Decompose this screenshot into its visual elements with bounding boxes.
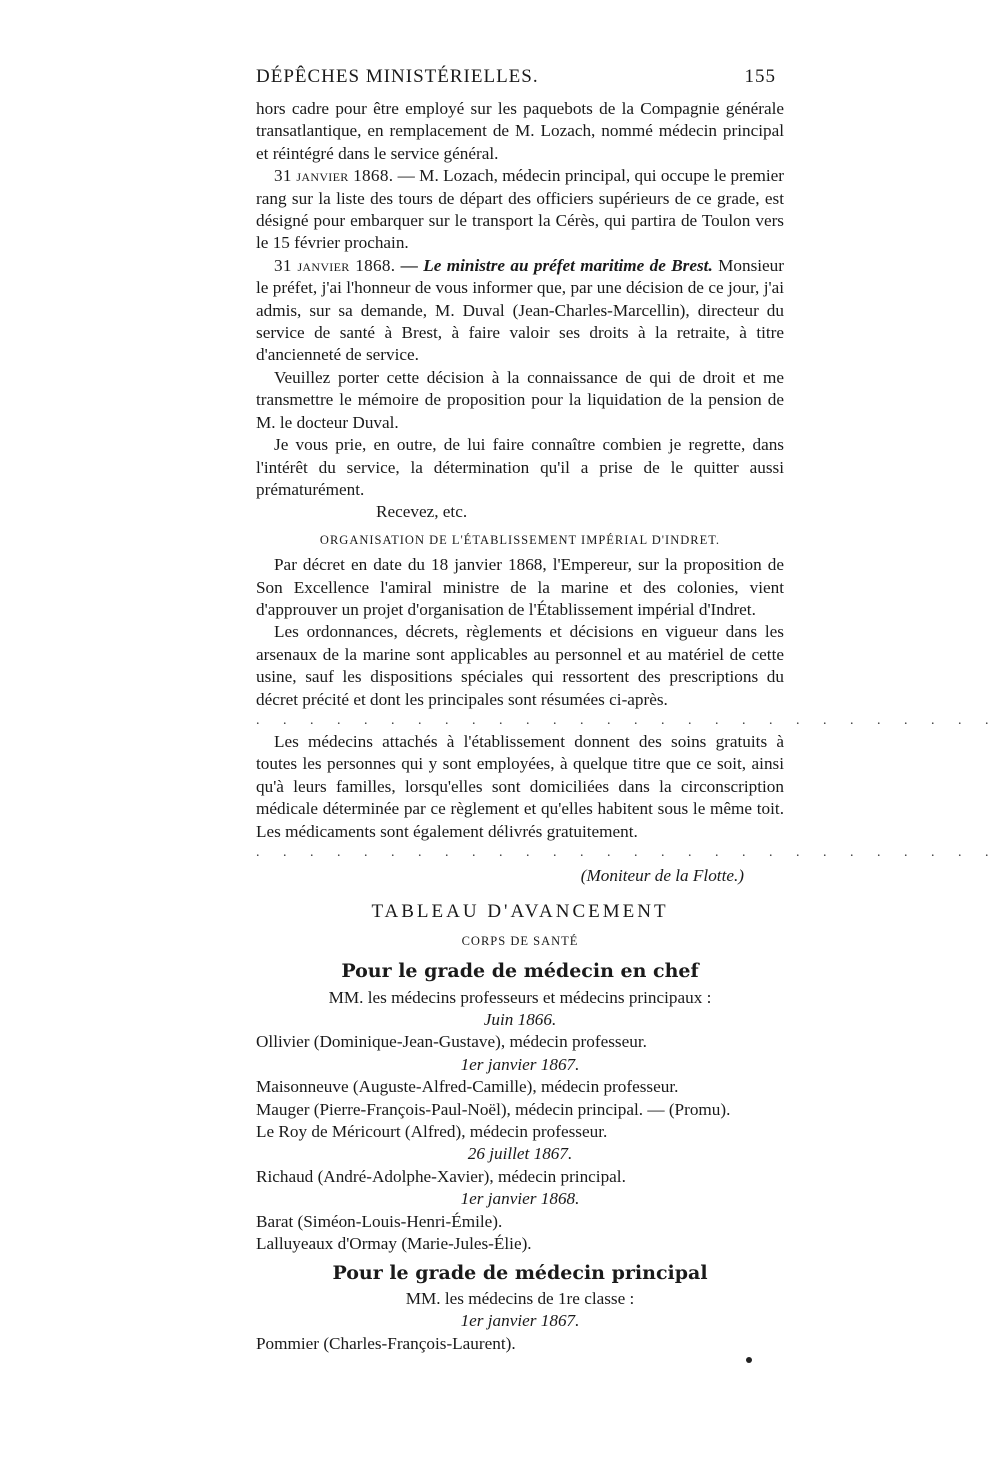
paragraph-regret: Je vous prie, en outre, de lui faire connaître combien je regrette, dans l'intérêt du service, la détermination qu'il a prise de le quitter aussi prématurément. — [256, 435, 784, 499]
list-item: Richaud (André-Adolphe-Xavier), médecin principal. — [256, 1166, 626, 1186]
paragraph-memoire: Veuillez porter cette décision à la connaissance de qui de droit et me transmettre le mémoire de proposition pour la liquidation de la pension de M. le docteur Duval. — [256, 367, 784, 432]
list-date: 1er janvier 1868. — [460, 1189, 580, 1209]
list-date: 26 juillet 1867. — [467, 1144, 573, 1164]
list-date: Juin 1866. — [483, 1010, 557, 1030]
list-intro: MM. les médecins professeurs et médecins principaux : — [328, 987, 712, 1007]
list-item: Lalluyeaux d'Ormay (Marie-Jules-Élie). — [256, 1234, 532, 1254]
list-item: Barat (Siméon-Louis-Henri-Émile). — [256, 1211, 503, 1231]
ellipsis-dots: . . . . . . . . . . . . . . . . . . . . . . . . . . . . — [256, 845, 999, 860]
paragraph-lozach — [256, 165, 784, 255]
corps-heading: CORPS DE SANTÉ — [461, 933, 579, 948]
dispatch-text: Monsieur le préfet, j'ai l'honneur de vous informer que, par une décision de ce jour, j'ai admis, sur sa demande, M. Duval (Jean-Charles-Marcellin), directeur du service de santé à Brest, à faire valoir ses droits à la retraite, à titre d'ancienneté de service. — [256, 255, 784, 365]
dispatch-text: — M. Lozach, médecin principal, qui occupe le premier rang sur la liste des tours de départ des officiers supérieurs de ce grade, est désigné pour embarquer sur le transport la Cérès, qui partira de Toulon vers le 15 février prochain. — [256, 166, 784, 253]
section-heading: ORGANISATION DE L'ÉTABLISSEMENT IMPÉRIAL D'INDRET. — [319, 532, 721, 547]
tableau-title: TABLEAU D'AVANCEMENT — [371, 901, 669, 923]
paragraph-duval — [256, 255, 784, 367]
running-header — [256, 66, 776, 96]
list-date: 1er janvier 1867. — [460, 1311, 580, 1331]
paragraph-ordonnances: Les ordonnances, décrets, règlements et décisions en vigueur dans les arsenaux de la marine sont applicables au personnel et au matériel de cette usine, sauf les dispositions spéciales qui ressortent des prescriptions du décret précité et dont les principales sont résumées ci-après. — [256, 622, 784, 709]
grade-heading-chef: Pour le grade de médecin en chef — [341, 960, 699, 983]
source-citation: (Moniteur de la Flotte.) — [580, 866, 744, 885]
paragraph-decret: Par décret en date du 18 janvier 1868, l'Empereur, sur la proposition de Son Excellence l'amiral ministre de la marine et des colonies, vient d'approuver un projet d'organisation de l'Établissement impérial d'Indret. — [256, 555, 784, 619]
page-body — [256, 98, 999, 1355]
list-item: Mauger (Pierre-François-Paul-Noël), médecin principal. — (Promu). — [256, 1099, 731, 1119]
list-item: Le Roy de Méricourt (Alfred), médecin professeur. — [256, 1122, 608, 1142]
page-number: 155 — [744, 66, 776, 87]
running-title: DÉPÊCHES MINISTÉRIELLES. — [256, 66, 539, 87]
list-item: Ollivier (Dominique-Jean-Gustave), médecin professeur. — [256, 1032, 647, 1052]
list-item: Pommier (Charles-François-Laurent). — [256, 1333, 516, 1353]
dispatch-date: 31 janvier 1868. — [274, 255, 396, 275]
ink-speck — [746, 1357, 752, 1363]
list-item: Maisonneuve (Auguste-Alfred-Camille), médecin professeur. — [256, 1077, 679, 1097]
list-date: 1er janvier 1867. — [460, 1054, 580, 1074]
paragraph-continuation: hors cadre pour être employé sur les paquebots de la Compagnie générale transatlantique, en remplacement de M. Lozach, nommé médecin principal et réintégré dans le service général. — [256, 99, 784, 163]
dispatch-heading: — Le ministre au préfet maritime de Brest. — [400, 255, 713, 275]
ellipsis-dots: . . . . . . . . . . . . . . . . . . . . . . . . . . . . — [256, 712, 999, 728]
paragraph-medecins: Les médecins attachés à l'établissement donnent des soins gratuits à toutes les personnes qui y sont employées, à quelque titre que ce soit, ainsi qu'à leurs familles, lorsqu'elles sont domiciliées dans la circonscription médicale déterminée par ce règlement et qu'elles habitent sous le même toit. Les médicaments sont également délivrés gratuitement. — [256, 731, 784, 841]
grade-heading-principal: Pour le grade de médecin principal — [332, 1261, 708, 1284]
list-intro: MM. les médecins de 1re classe : — [405, 1288, 635, 1308]
dispatch-date: 31 janvier 1868. — [274, 166, 394, 186]
closing-formula: Recevez, etc. — [376, 502, 468, 522]
